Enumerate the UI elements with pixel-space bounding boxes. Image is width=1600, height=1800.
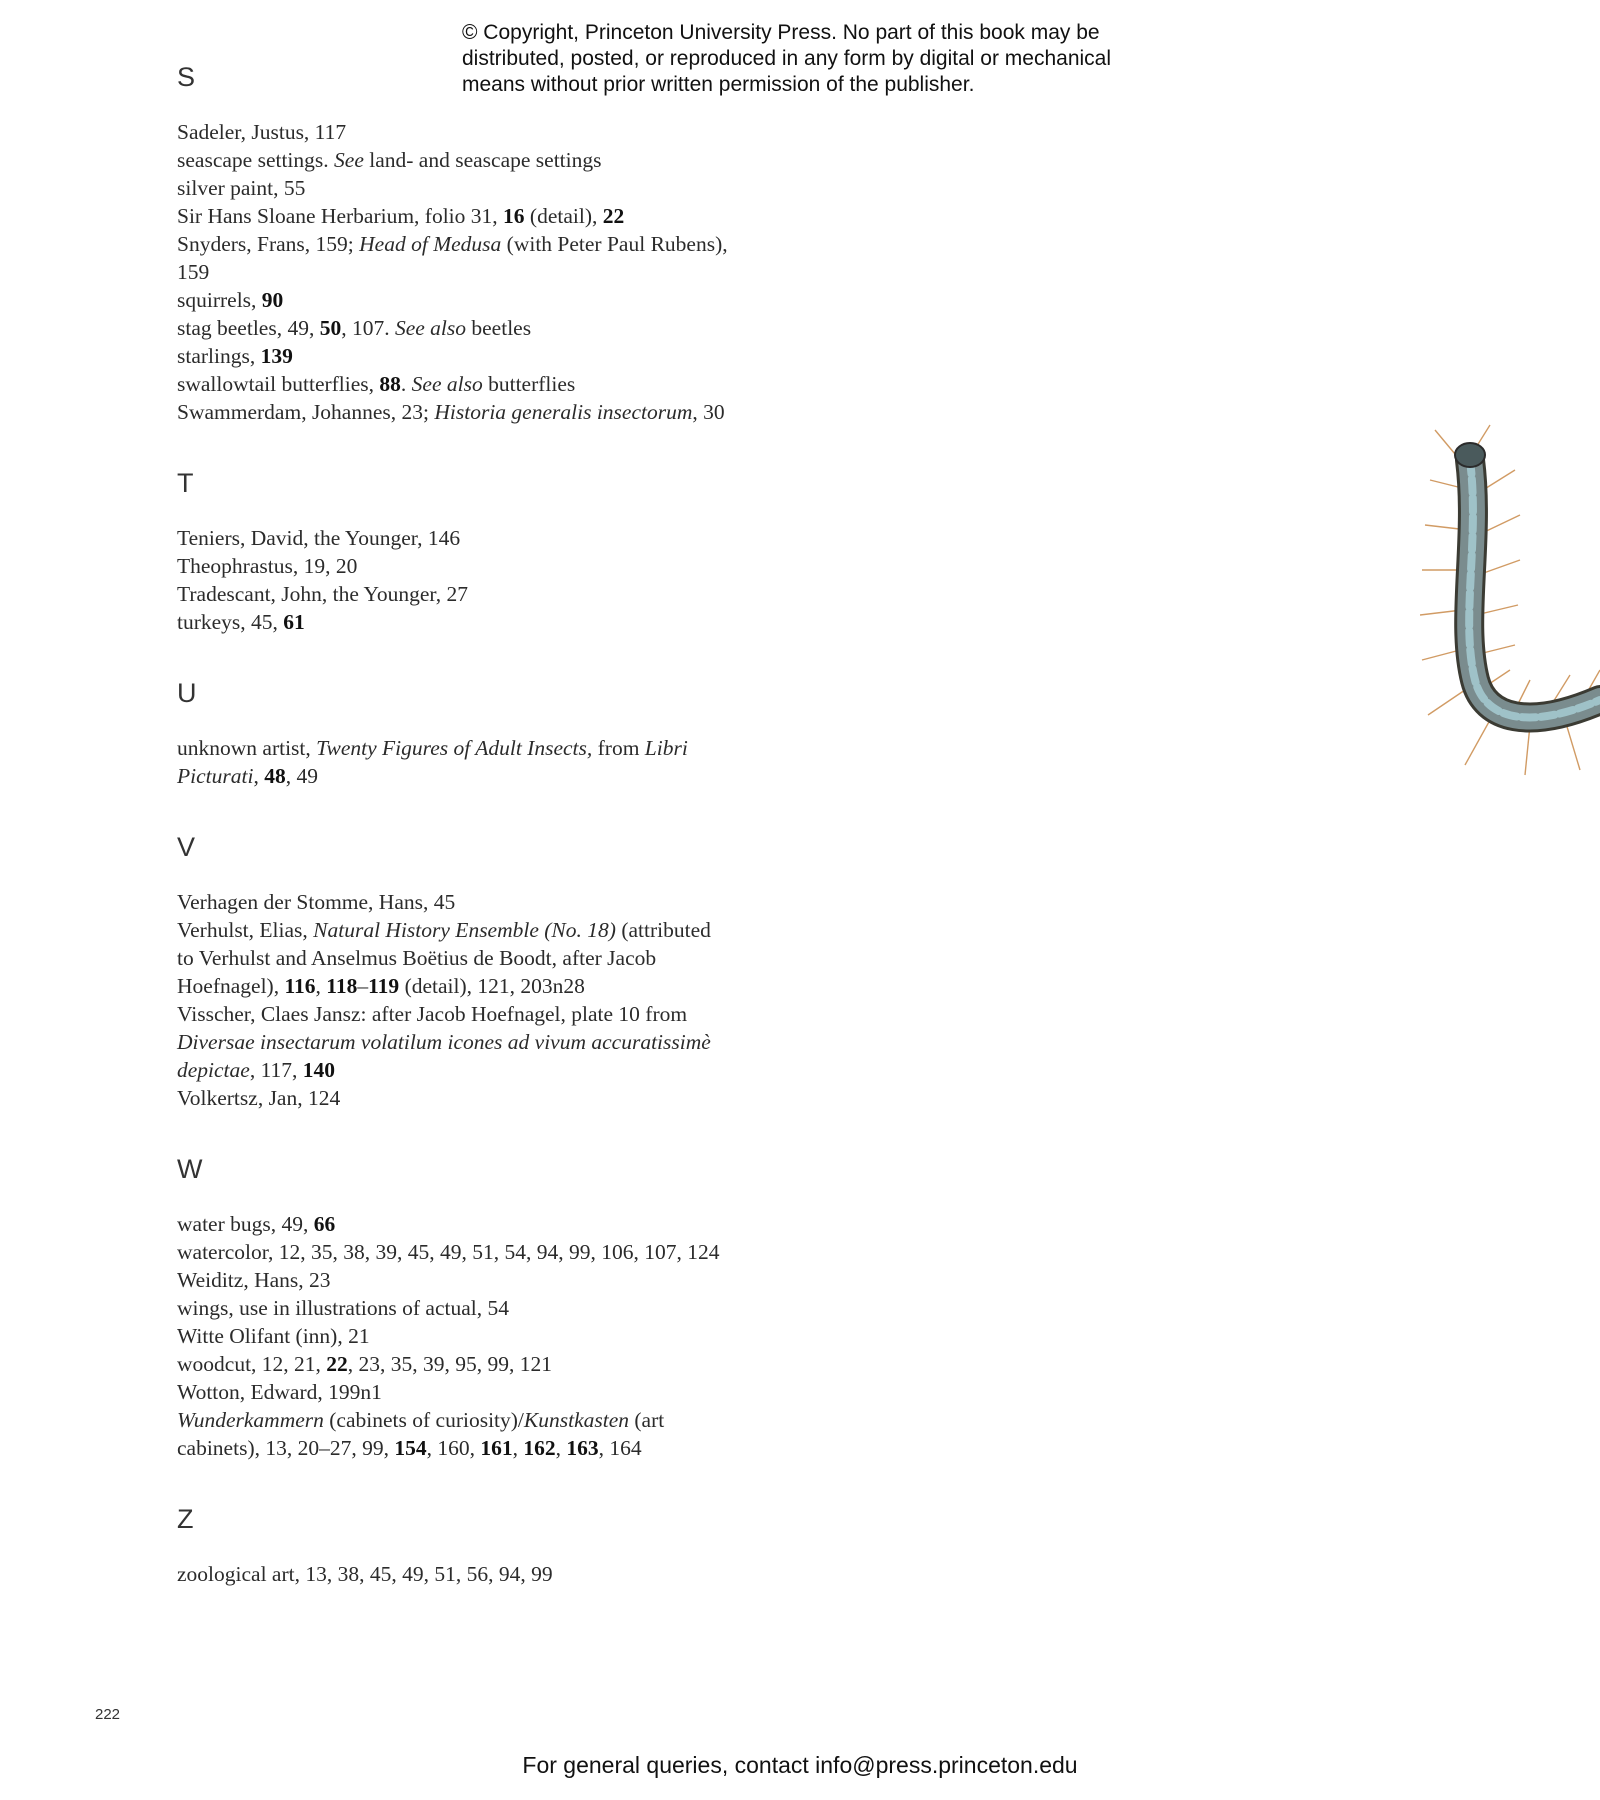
index-entry	[177, 1350, 897, 1378]
italic-title: Wunderkammern	[177, 1408, 324, 1432]
page-reference-bold: 154	[394, 1436, 427, 1460]
entry-text: squirrels,	[177, 288, 262, 312]
entry-line	[177, 916, 897, 944]
entry-text: , 30	[692, 400, 725, 424]
italic-title: Natural History Ensemble (No. 18)	[313, 918, 616, 942]
entry-line	[177, 580, 897, 608]
page-reference-bold: 118	[326, 974, 358, 998]
caterpillar-illustration-icon	[1420, 420, 1600, 790]
index-section	[177, 468, 897, 636]
caterpillar-head	[1455, 443, 1485, 467]
index-entry	[177, 888, 897, 916]
index-entry	[177, 342, 897, 370]
index-entry	[177, 230, 897, 286]
entry-text: , 160,	[426, 1436, 481, 1460]
entry-line	[177, 286, 897, 314]
entry-text: butterflies	[482, 372, 576, 396]
entry-text: Verhagen der Stomme, Hans, 45	[177, 890, 456, 914]
index-section	[177, 1154, 897, 1462]
entry-text: (with Peter Paul Rubens),	[501, 232, 728, 256]
entry-text: (attributed	[615, 918, 711, 942]
section-letter: U	[177, 678, 197, 708]
page-reference-bold: 140	[302, 1058, 336, 1082]
index-entry	[177, 1000, 897, 1084]
entry-text: Sadeler, Justus, 117	[177, 120, 347, 144]
section-letter: V	[177, 832, 196, 862]
entry-line	[177, 1210, 897, 1238]
entry-line	[177, 1238, 897, 1266]
index-entry	[177, 580, 897, 608]
entry-text: ,	[315, 974, 327, 998]
entry-line	[177, 370, 897, 398]
page-reference-bold: 16	[503, 204, 525, 228]
index-entry	[177, 398, 897, 426]
entry-text: , 117,	[249, 1058, 303, 1082]
page-reference-bold: 66	[313, 1212, 336, 1236]
entry-line	[177, 118, 897, 146]
entry-text: Hoefnagel),	[177, 974, 285, 998]
index-entry	[177, 174, 897, 202]
entry-text: (art	[629, 1408, 665, 1432]
entry-text: (detail), 121, 203n28	[399, 974, 585, 998]
italic-title: Diversae insectarum volatilum icones ad vivum accuratissimè	[177, 1030, 711, 1054]
entry-text: unknown artist,	[177, 736, 317, 760]
entry-text: Verhulst, Elias,	[177, 918, 314, 942]
entry-text: Sir Hans Sloane Herbarium, folio 31,	[177, 204, 504, 228]
index-entry	[177, 608, 897, 636]
entry-text: Wotton, Edward, 199n1	[177, 1380, 382, 1404]
page-number: 222	[95, 1706, 121, 1723]
index-entry	[177, 370, 897, 398]
entry-text: beetles	[466, 316, 532, 340]
index-entry	[177, 1378, 897, 1406]
entry-line	[177, 888, 897, 916]
entry-text: starlings,	[177, 344, 261, 368]
page-reference-bold: 50	[319, 316, 342, 340]
entry-text: , 107.	[341, 316, 395, 340]
page-reference-bold: 161	[480, 1436, 513, 1460]
italic-title: See	[334, 148, 364, 172]
entry-text: watercolor, 12, 35, 38, 39, 45, 49, 51, 54, 94, 99, 106, 107, 124	[177, 1240, 720, 1264]
entry-line	[177, 944, 897, 972]
index-list	[177, 62, 897, 1630]
entry-text: silver paint, 55	[177, 176, 306, 200]
index-entry	[177, 1294, 897, 1322]
page-reference-bold: 88	[379, 372, 401, 396]
index-entry	[177, 552, 897, 580]
entry-line	[177, 734, 897, 762]
entry-text: , 49	[285, 764, 318, 788]
entry-line	[177, 1084, 897, 1112]
entry-line	[177, 342, 897, 370]
entry-line	[177, 524, 897, 552]
entry-text: cabinets), 13, 20–27, 99,	[177, 1436, 395, 1460]
entry-text: .	[400, 372, 412, 396]
entry-line	[177, 1266, 897, 1294]
entry-text: (detail),	[524, 204, 603, 228]
index-entry	[177, 916, 897, 1000]
entry-text: Teniers, David, the Younger, 146	[177, 526, 461, 550]
index-entry	[177, 202, 897, 230]
entry-line	[177, 1378, 897, 1406]
index-entry	[177, 524, 897, 552]
entry-line	[177, 552, 897, 580]
entry-text: turkeys, 45,	[177, 610, 284, 634]
entry-line	[177, 1560, 897, 1588]
italic-title: See also	[394, 316, 467, 340]
entry-text: Weiditz, Hans, 23	[177, 1268, 331, 1292]
section-letter: W	[177, 1154, 203, 1184]
copyright-line: distributed, posted, or reproduced in any form by digital or mechanical	[462, 47, 1112, 70]
italic-title: Historia generalis insectorum	[434, 400, 693, 424]
entry-text: ,	[253, 764, 265, 788]
entry-line	[177, 230, 897, 258]
entry-text: ,	[555, 1436, 567, 1460]
index-entry	[177, 1560, 897, 1588]
page-reference-bold: 22	[602, 204, 625, 228]
entry-line	[177, 972, 897, 1000]
entry-text: wings, use in illustrations of actual, 54	[177, 1296, 510, 1320]
entry-line	[177, 398, 897, 426]
index-section	[177, 678, 897, 790]
entry-text: Visscher, Claes Jansz: after Jacob Hoefnagel, plate 10 from	[177, 1002, 688, 1026]
entry-text: (cabinets of curiosity)/	[323, 1408, 524, 1432]
entry-text: Volkertsz, Jan, 124	[177, 1086, 341, 1110]
entry-line	[177, 1056, 897, 1084]
copyright-line: © Copyright, Princeton University Press. No part of this book may be	[462, 21, 1100, 44]
section-letter: T	[177, 468, 194, 498]
italic-title: Picturati	[177, 764, 254, 788]
entry-text: Swammerdam, Johannes, 23;	[177, 400, 435, 424]
entry-line	[177, 1406, 897, 1434]
index-section	[177, 1504, 897, 1588]
entry-line	[177, 1294, 897, 1322]
italic-title: Head of Medusa	[359, 232, 502, 256]
index-entry	[177, 1322, 897, 1350]
entry-text: , 164	[598, 1436, 642, 1460]
index-entry	[177, 1238, 897, 1266]
caterpillar-body	[1469, 460, 1600, 717]
entry-line	[177, 762, 897, 790]
footer-contact: For general queries, contact info@press.princeton.edu	[522, 1752, 1078, 1778]
index-entry	[177, 118, 897, 146]
entry-text: water bugs, 49,	[177, 1212, 314, 1236]
italic-title: Kunstkasten	[523, 1408, 630, 1432]
italic-title: See also	[411, 372, 483, 396]
entry-text: to Verhulst and Anselmus Boëtius de Boodt, after Jacob	[177, 946, 657, 970]
entry-text: Witte Olifant (inn), 21	[177, 1324, 370, 1348]
italic-title: Libri	[644, 736, 688, 760]
page-reference-bold: 22	[326, 1352, 348, 1376]
page-reference-bold: 61	[283, 610, 305, 634]
entry-text: Theophrastus, 19, 20	[177, 554, 358, 578]
entry-line	[177, 1434, 897, 1462]
page-reference-bold: 119	[368, 974, 400, 998]
page-reference-bold: 116	[284, 974, 316, 998]
entry-text: from	[592, 736, 645, 760]
index-entry	[177, 146, 897, 174]
page-reference-bold: 48	[264, 764, 286, 788]
entry-text: woodcut, 12, 21,	[177, 1352, 327, 1376]
page-reference-bold: 90	[261, 288, 284, 312]
entry-line	[177, 1028, 897, 1056]
entry-line	[177, 1350, 897, 1378]
entry-text: seascape settings.	[177, 148, 335, 172]
index-entry	[177, 1210, 897, 1238]
index-section	[177, 832, 897, 1112]
entry-text: Snyders, Frans, 159;	[177, 232, 360, 256]
entry-text: stag beetles, 49,	[177, 316, 320, 340]
copyright-line: means without prior written permission of the publisher.	[462, 73, 975, 96]
index-entry	[177, 1406, 897, 1462]
index-section	[177, 62, 897, 426]
entry-line	[177, 146, 897, 174]
section-letter: Z	[177, 1504, 194, 1534]
page-reference-bold: 139	[260, 344, 293, 368]
index-entry	[177, 286, 897, 314]
entry-line	[177, 1000, 897, 1028]
index-entry	[177, 1266, 897, 1294]
entry-line	[177, 202, 897, 230]
italic-title: Twenty Figures of Adult Insects,	[316, 736, 593, 760]
entry-line	[177, 1322, 897, 1350]
entry-line	[177, 314, 897, 342]
index-entry	[177, 314, 897, 342]
entry-text: zoological art, 13, 38, 45, 49, 51, 56, 94, 99	[177, 1562, 553, 1586]
entry-text: –	[357, 974, 369, 998]
entry-text: land- and seascape settings	[363, 148, 602, 172]
section-letter: S	[177, 62, 196, 92]
entry-line	[177, 608, 897, 636]
index-entry	[177, 734, 897, 790]
entry-text: ,	[512, 1436, 524, 1460]
entry-line	[177, 258, 897, 286]
entry-text: 159	[177, 260, 210, 284]
index-entry	[177, 1084, 897, 1112]
italic-title: depictae	[177, 1058, 250, 1082]
entry-line	[177, 174, 897, 202]
entry-text: swallowtail butterflies,	[177, 372, 380, 396]
page-reference-bold: 162	[523, 1436, 556, 1460]
entry-text: Tradescant, John, the Younger, 27	[177, 582, 468, 606]
entry-text: , 23, 35, 39, 95, 99, 121	[347, 1352, 553, 1376]
page-reference-bold: 163	[566, 1436, 599, 1460]
